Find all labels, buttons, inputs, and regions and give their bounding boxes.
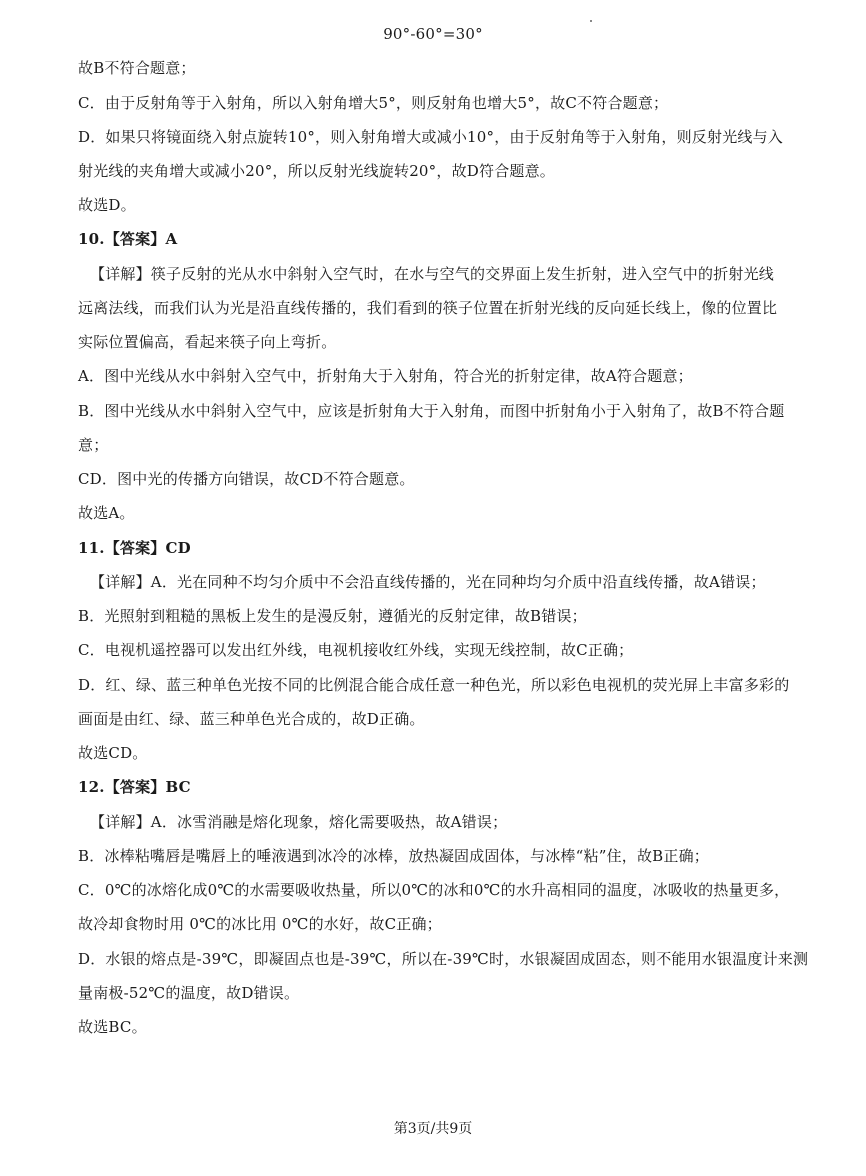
text-line: B．光照射到粗糙的黑板上发生的是漫反射，遵循光的反射定律，故B错误； <box>78 607 587 625</box>
text-line: 故选D。 <box>78 196 136 214</box>
page-number: 第3页/共9页 <box>393 1121 473 1137</box>
header-formula: 90°-60°=30° <box>383 25 483 43</box>
text-line: B．冰棒粘嘴唇是嘴唇上的唾液遇到冰冷的冰棒，放热凝固成固体，与冰棒“粘”住，故B正确； <box>78 847 709 865</box>
text-line: C．由于反射角等于入射角，所以入射角增大5°，则反射角也增大5°，故C不符合题意； <box>78 94 669 112</box>
text-line: A．图中光线从水中斜射入空气中，折射角大于入射角，符合光的折射定律，故A符合题意； <box>78 367 693 385</box>
text-line: 故选BC。 <box>78 1018 147 1036</box>
explanation-line: 【详解】A．冰雪消融是熔化现象，熔化需要吸热，故A错误； <box>90 813 508 831</box>
text-line: 实际位置偏高，看起来筷子向上弯折。 <box>78 333 337 351</box>
text-line: C．0℃的冰熔化成0℃的水需要吸收热量，所以0℃的冰和0℃的水升高相同的温度，冰吸收的热量更多， <box>78 881 790 899</box>
text-line: 意； <box>78 436 109 454</box>
text-line: 故冷却食物时用 0℃的冰比用 0℃的水好，故C正确； <box>78 915 442 933</box>
text-line: C．电视机遥控器可以发出红外线，电视机接收红外线，实现无线控制，故C正确； <box>78 641 634 659</box>
explanation-line: 【详解】A．光在同种不均匀介质中不会沿直线传播的，光在同种均匀介质中沿直线传播，故A错误； <box>90 573 766 591</box>
answer-heading-11: 11.【答案】CD <box>78 539 191 557</box>
text-line: 故B不符合题意； <box>78 59 196 77</box>
text-line: 射光线的夹角增大或减小20°，所以反射光线旋转20°，故D符合题意。 <box>78 162 556 180</box>
scan-speck <box>590 20 592 22</box>
text-line: 量南极-52℃的温度，故D错误。 <box>78 984 300 1002</box>
text-line: D．水银的熔点是-39℃，即凝固点也是-39℃，所以在-39℃时，水银凝固成固态，则不能用水银温度计来测 <box>78 950 809 968</box>
text-line: 画面是由红、绿、蓝三种单色光合成的，故D正确。 <box>78 710 425 728</box>
text-line: 远离法线，而我们认为光是沿直线传播的，我们看到的筷子位置在折射光线的反向延长线上，像的位置比 <box>78 299 778 317</box>
text-line: D．如果只将镜面绕入射点旋转10°，则入射角增大或减小10°，由于反射角等于入射角，则反射光线与入 <box>78 128 784 146</box>
answer-heading-12: 12.【答案】BC <box>78 778 191 796</box>
explanation-line: 【详解】筷子反射的光从水中斜射入空气时，在水与空气的交界面上发生折射，进入空气中的折射光线 <box>90 265 775 283</box>
text-line: D．红、绿、蓝三种单色光按不同的比例混合能合成任意一种色光，所以彩色电视机的荧光屏上丰富多彩的 <box>78 676 790 694</box>
text-line: 故选A。 <box>78 504 135 522</box>
text-line: CD．图中光的传播方向错误，故CD不符合题意。 <box>78 470 415 488</box>
text-line: B．图中光线从水中斜射入空气中，应该是折射角大于入射角，而图中折射角小于入射角了，故B不符合题 <box>78 402 785 420</box>
answer-heading-10: 10.【答案】A <box>78 230 178 248</box>
text-line: 故选CD。 <box>78 744 148 762</box>
